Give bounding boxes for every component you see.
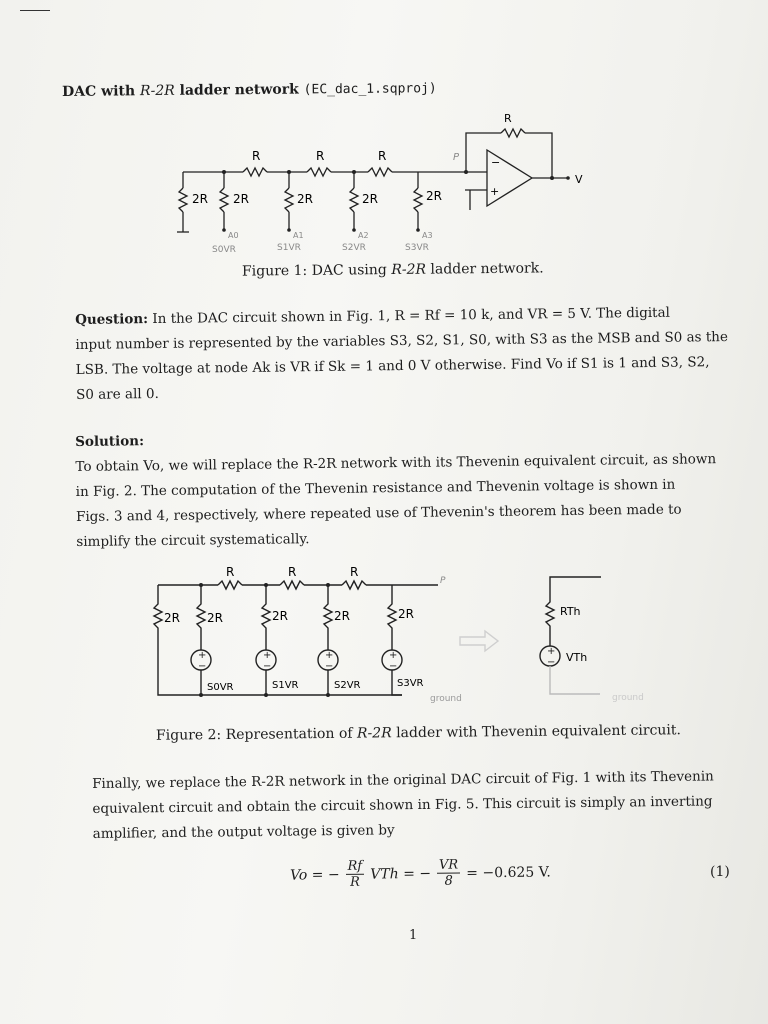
- svg-text:S3VR: S3VR: [397, 678, 424, 689]
- svg-text:+: +: [389, 650, 398, 661]
- question-label: Question:: [75, 311, 149, 328]
- svg-text:+: +: [490, 185, 500, 198]
- svg-text:2R: 2R: [362, 192, 378, 206]
- question-block: Question: In the DAC circuit shown in Fig. 1, R = Rf = 10 k, and VR = 5 V. The digital input number is represented by the variables S3, S2, S1, S0, with S3 as the MSB and S0 as the LSB. The voltage at node Ak is VR if Sk = 1 and 0 V otherwise. Find Vo if S1 is 1 and S3, S2, S0 are all 0.: [75, 304, 729, 403]
- svg-text:−: −: [263, 661, 272, 672]
- svg-text:2R: 2R: [426, 189, 442, 203]
- label-node-p: P: [453, 152, 460, 163]
- label-rth: RTh: [560, 605, 581, 618]
- svg-text:+: +: [547, 646, 556, 657]
- resistor-r3: [368, 168, 392, 176]
- svg-text:2R: 2R: [272, 609, 288, 623]
- svg-text:R: R: [350, 565, 359, 579]
- resistor-r1: [243, 168, 267, 176]
- svg-text:S0VR: S0VR: [212, 245, 236, 255]
- resistor-2r-d: [350, 188, 358, 212]
- svg-text:R: R: [288, 565, 297, 579]
- label-rf: R: [504, 112, 512, 125]
- label-r2: R: [316, 149, 325, 163]
- resistor-r2: [307, 168, 331, 176]
- svg-text:S1VR: S1VR: [272, 680, 299, 691]
- svg-text:−: −: [325, 661, 334, 672]
- svg-text:S2VR: S2VR: [342, 243, 366, 253]
- resistor-2r-e: [414, 188, 422, 212]
- svg-text:2R: 2R: [207, 611, 223, 625]
- page-number: 1: [409, 928, 418, 943]
- svg-text:ground: ground: [612, 693, 644, 703]
- resistor-rf: [501, 129, 525, 137]
- figure-1-caption: Figure 1: DAC using R-2R ladder network.: [241, 260, 544, 280]
- equation-1: Vo = − $\frac{Rf}{R}$ VTh = − $\frac{VR}{8}$ = −0.625 V.: [289, 857, 551, 890]
- svg-text:2R: 2R: [297, 192, 313, 206]
- figure-2-circuit: [0, 540, 768, 720]
- solution-label: Solution:: [75, 433, 145, 450]
- svg-text:S0VR: S0VR: [207, 682, 234, 693]
- label-r1: R: [252, 149, 261, 163]
- solution-block: Solution: To obtain Vo, we will replace the R-2R network with its Thevenin equivalent circuit, as shown in Fig. 2. The computation of the Thevenin resistance and Thevenin voltage is shown in Figs. 3 and 4, respectively, where repeated use of Thevenin's theorem has been made to simplify the circuit systematically.: [75, 433, 717, 550]
- svg-text:A1: A1: [293, 231, 304, 240]
- svg-text:A0: A0: [228, 231, 239, 240]
- svg-text:−: −: [198, 661, 207, 672]
- equation-number: (1): [710, 864, 730, 880]
- label-vo: V: [575, 173, 583, 186]
- label-vth: VTh: [566, 651, 588, 664]
- resistor-2r-a: [179, 188, 187, 212]
- svg-text:2R: 2R: [164, 611, 180, 625]
- arrow-icon: [460, 631, 498, 651]
- svg-text:−: −: [389, 661, 398, 672]
- final-block: Finally, we replace the R-2R network in the original DAC circuit of Fig. 1 with its Thevenin equivalent circuit and obtain the circuit shown in Fig. 5. This circuit is simply an inverting amplifier, and the output voltage is given by: [92, 768, 714, 842]
- svg-text:+: +: [198, 650, 207, 661]
- page-title: DAC with R-2R ladder network (EC_dac_1.sqproj): [62, 81, 437, 100]
- label-r3: R: [378, 149, 387, 163]
- svg-text:2R: 2R: [398, 607, 414, 621]
- svg-text:2R: 2R: [233, 192, 249, 206]
- svg-text:A2: A2: [358, 231, 369, 240]
- svg-text:S1VR: S1VR: [277, 243, 301, 253]
- svg-text:+: +: [325, 650, 334, 661]
- svg-text:R: R: [226, 565, 235, 579]
- svg-text:S2VR: S2VR: [334, 680, 361, 691]
- project-file: (EC_dac_1.sqproj): [303, 81, 437, 98]
- resistor-2r-c: [285, 188, 293, 212]
- svg-text:ground: ground: [430, 694, 462, 704]
- svg-text:2R: 2R: [334, 609, 350, 623]
- svg-text:−: −: [491, 156, 501, 169]
- svg-text:2R: 2R: [192, 192, 208, 206]
- svg-text:−: −: [547, 657, 556, 668]
- resistor-2r-b: [220, 188, 228, 212]
- svg-text:+: +: [263, 650, 272, 661]
- svg-text:S3VR: S3VR: [405, 243, 429, 253]
- figure-2-caption: Figure 2: Representation of R-2R ladder with Thevenin equivalent circuit.: [155, 722, 682, 744]
- svg-text:P: P: [440, 576, 446, 586]
- figure-1-circuit: [0, 0, 768, 300]
- svg-text:A3: A3: [422, 231, 433, 240]
